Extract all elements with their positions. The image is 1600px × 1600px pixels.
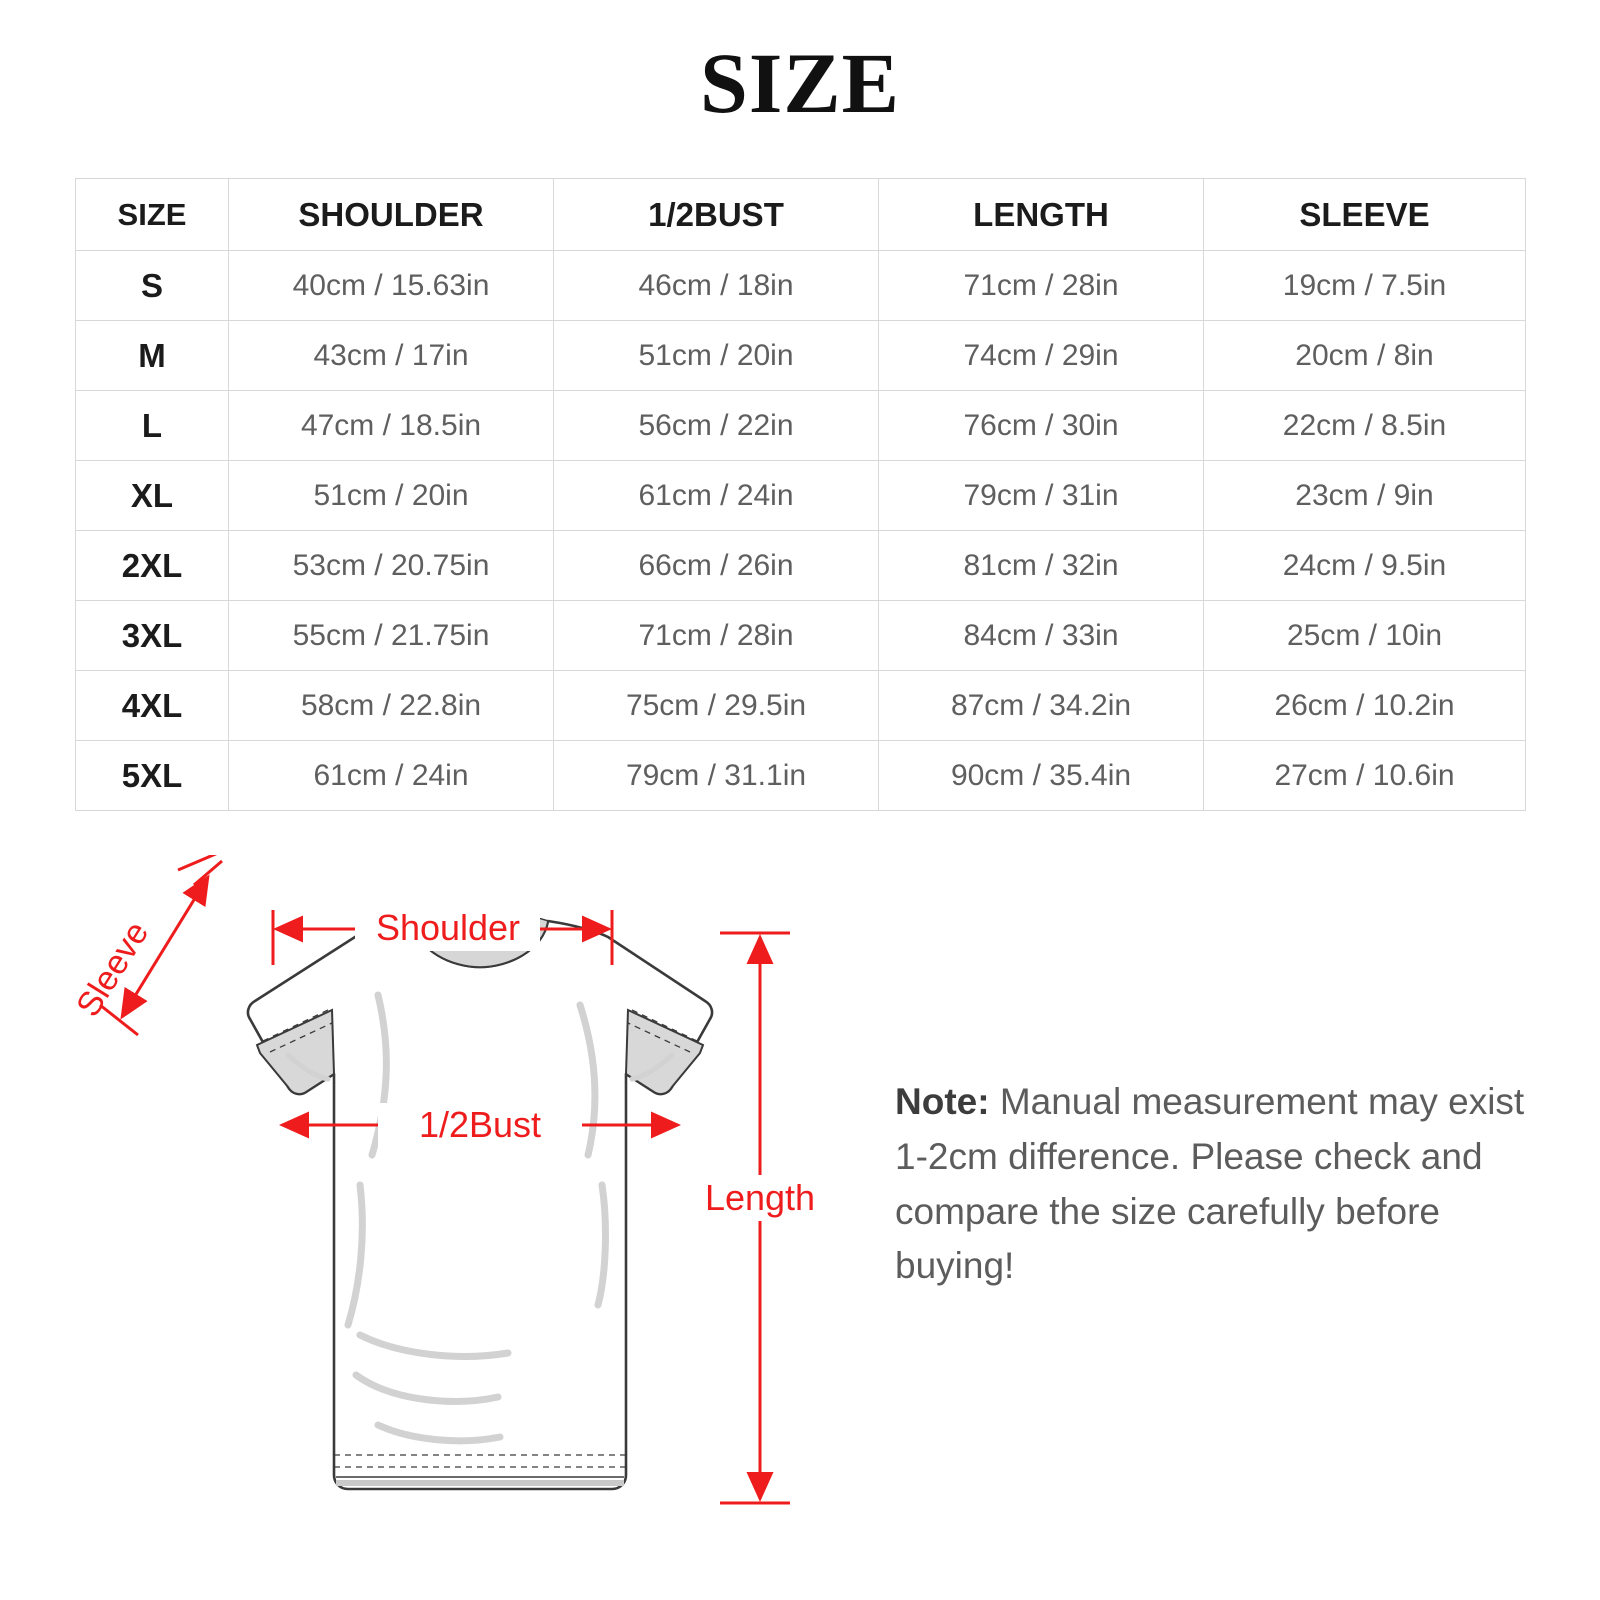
cell-length: 71cm / 28in [879,251,1204,321]
cell-size: S [76,251,229,321]
cell-sleeve: 20cm / 8in [1204,321,1526,391]
shoulder-label: Shoulder [375,907,521,948]
length-measure [705,933,815,1503]
cell-sleeve: 24cm / 9.5in [1204,531,1526,601]
table-row [76,321,1526,391]
cell-shoulder: 61cm / 24in [229,741,554,811]
cell-shoulder: 55cm / 21.75in [229,601,554,671]
column-header-length: LENGTH [879,179,1204,251]
cell-bust: 51cm / 20in [554,321,879,391]
size-table-container [75,178,1525,811]
table-row [76,251,1526,321]
cell-shoulder: 47cm / 18.5in [229,391,554,461]
cell-bust: 79cm / 31.1in [554,741,879,811]
column-header-size: SIZE [76,179,229,251]
cell-length: 84cm / 33in [879,601,1204,671]
cell-shoulder: 53cm / 20.75in [229,531,554,601]
length-label: Length [704,1177,816,1218]
cell-size: XL [76,461,229,531]
cell-bust: 56cm / 22in [554,391,879,461]
cell-bust: 71cm / 28in [554,601,879,671]
table-row [76,531,1526,601]
size-table [75,178,1526,811]
column-header-sleeve: SLEEVE [1204,179,1526,251]
column-header-shoulder: SHOULDER [229,179,554,251]
table-row [76,671,1526,741]
cell-length: 79cm / 31in [879,461,1204,531]
cell-sleeve: 27cm / 10.6in [1204,741,1526,811]
page-title: SIZE [699,35,901,131]
cell-bust: 75cm / 29.5in [554,671,879,741]
cell-sleeve: 26cm / 10.2in [1204,671,1526,741]
table-row [76,391,1526,461]
table-row [76,741,1526,811]
table-header-row [76,179,1526,251]
note-text: Manual measurement may exist 1-2cm difference. Please check and compare the size carefully before buying! [895,1081,1525,1287]
cell-size: L [76,391,229,461]
tshirt-illustration [248,921,712,1489]
cell-length: 90cm / 35.4in [879,741,1204,811]
cell-sleeve: 19cm / 7.5in [1204,251,1526,321]
cell-size: 3XL [76,601,229,671]
cell-size: M [76,321,229,391]
cell-bust: 46cm / 18in [554,251,879,321]
cell-length: 76cm / 30in [879,391,1204,461]
sleeve-measure [69,855,225,1035]
cell-size: 4XL [76,671,229,741]
cell-bust: 61cm / 24in [554,461,879,531]
note-block [895,1075,1555,1294]
cell-sleeve: 22cm / 8.5in [1204,391,1526,461]
note-label: Note: [895,1081,990,1122]
table-row [76,601,1526,671]
cell-length: 81cm / 32in [879,531,1204,601]
table-row [76,461,1526,531]
column-header-bust: 1/2BUST [554,179,879,251]
tshirt-measurement-diagram [60,855,880,1555]
cell-sleeve: 25cm / 10in [1204,601,1526,671]
bust-label: 1/2Bust [418,1104,542,1145]
cell-length: 87cm / 34.2in [879,671,1204,741]
cell-sleeve: 23cm / 9in [1204,461,1526,531]
sleeve-label: Sleeve [69,915,157,1024]
cell-size: 2XL [76,531,229,601]
cell-shoulder: 40cm / 15.63in [229,251,554,321]
cell-bust: 66cm / 26in [554,531,879,601]
cell-shoulder: 58cm / 22.8in [229,671,554,741]
cell-size: 5XL [76,741,229,811]
cell-length: 74cm / 29in [879,321,1204,391]
cell-shoulder: 51cm / 20in [229,461,554,531]
cell-shoulder: 43cm / 17in [229,321,554,391]
